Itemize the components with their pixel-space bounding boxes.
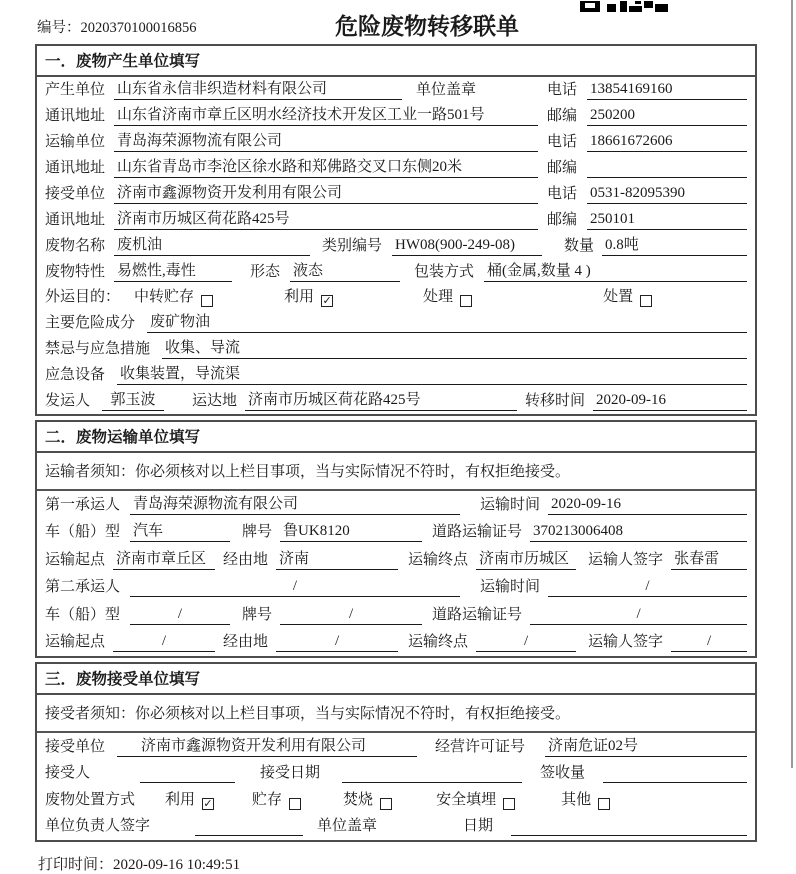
via2-label: 经由地	[223, 634, 269, 650]
dest2-value: /	[476, 632, 576, 652]
checkbox-dispose-unchecked	[640, 295, 652, 307]
document-number-label: 编号：	[37, 20, 81, 36]
addr3-value: 济南市历城区荷花路425号	[114, 210, 538, 230]
row-shipper	[37, 388, 755, 414]
date2-label: 日期	[463, 818, 494, 834]
sign1-label: 运输人签字	[588, 551, 664, 568]
receiver-value: 济南市鑫源物资开发利用有限公司	[114, 184, 538, 204]
row-receiving-unit	[37, 733, 755, 761]
scan-edge-line	[791, 0, 793, 768]
sign2-label: 运输人签字	[588, 634, 664, 650]
disposal-label: 废物处置方式	[45, 791, 136, 808]
vehicle1-value: 汽车	[130, 522, 230, 542]
disposal-option-utilize: 利用	[165, 791, 196, 808]
check-mark: ✓	[203, 796, 213, 810]
origin1-value: 济南市章丘区	[113, 550, 215, 570]
unit-signer-value	[195, 817, 303, 836]
date2-value	[511, 817, 747, 836]
phone3-label: 电话	[547, 185, 578, 202]
row-receiver-address	[37, 207, 755, 233]
row-route1	[37, 546, 755, 574]
print-time	[35, 846, 757, 874]
row-waste-name	[37, 233, 755, 259]
zip3-value: 250101	[587, 210, 747, 230]
hazard-label: 主要危险成分	[45, 314, 136, 331]
received-amount-value	[603, 764, 747, 783]
via1-label: 经由地	[223, 551, 269, 568]
receive-date-value	[342, 764, 522, 783]
row-disposal-method	[37, 787, 755, 814]
plate2-label: 牌号	[242, 606, 273, 623]
disposal-option-store: 贮存	[252, 791, 283, 808]
equipment-label: 应急设备	[45, 366, 106, 383]
row-vehicle2	[37, 601, 755, 629]
print-time-label: 打印时间：	[38, 857, 114, 873]
transporter-notice: 运输者须知：你必须核对以上栏目事项，当与实际情况不符时，有权拒绝接受。	[37, 453, 755, 491]
unit-seal-label: 单位盖章	[416, 81, 477, 98]
disposal-option-incinerate: 焚烧	[343, 791, 374, 808]
recipient-value	[140, 764, 235, 783]
print-time-value: 2020-09-16 10:49:51	[113, 857, 241, 873]
license-value: 济南危证02号	[545, 737, 747, 757]
zip1-value: 250200	[587, 106, 747, 126]
purpose-option-dispose: 处置	[603, 288, 634, 305]
row-second-carrier	[37, 574, 755, 602]
receiving-unit-label: 接受单位	[45, 738, 106, 755]
time1-label: 运输时间	[480, 496, 541, 513]
row-transfer-purpose	[37, 285, 755, 310]
checkbox-utilize-checked	[321, 295, 333, 307]
checkbox-disposal-store-unchecked	[289, 798, 301, 810]
addr1-value: 山东省济南市章丘区明水经济技术开发区工业一路501号	[114, 106, 538, 126]
taboo-label: 禁忌与应急措施	[45, 340, 151, 357]
checkbox-treat-unchecked	[460, 295, 472, 307]
qr-code-fragment	[580, 0, 668, 17]
purpose-option-treat: 处理	[423, 288, 454, 305]
waste-name-value: 废机油	[114, 236, 310, 256]
permit1-value: 370213006408	[530, 522, 747, 542]
row-transporter-address	[37, 155, 755, 181]
waste-name-label: 废物名称	[45, 237, 106, 254]
vehicle2-label: 车（船）型	[45, 606, 121, 623]
row-hazard-component	[37, 310, 755, 336]
purpose-option-utilize: 利用	[284, 288, 315, 305]
zip1-label: 邮编	[547, 107, 578, 124]
dest2-label: 运输终点	[408, 634, 469, 650]
packing-value: 桶(金属,数量 4 )	[484, 262, 747, 282]
time1-value: 2020-09-16	[548, 495, 747, 515]
checkbox-disposal-utilize-checked	[202, 798, 214, 810]
form-label: 形态	[250, 263, 281, 280]
addr2-label: 通讯地址	[45, 159, 106, 176]
recipient-label: 接受人	[45, 765, 91, 781]
phone3-value: 0531-82095390	[587, 184, 747, 204]
permit2-label: 道路运输证号	[432, 606, 523, 623]
via2-value: /	[276, 632, 398, 652]
document-header	[35, 8, 757, 44]
shipper-value: 郭玉波	[102, 391, 164, 411]
received-amount-label: 签收量	[540, 765, 586, 781]
permit1-label: 道路运输证号	[432, 524, 523, 540]
purpose-label: 外运目的：	[45, 288, 121, 305]
dest1-label: 运输终点	[408, 551, 469, 568]
check-mark: ✓	[322, 293, 332, 307]
addr3-label: 通讯地址	[45, 211, 106, 228]
shipper-label: 发运人	[45, 392, 91, 409]
section-transporter-heading: 二．废物运输单位填写	[37, 422, 755, 453]
origin2-label: 运输起点	[45, 634, 106, 650]
section-transporter	[35, 420, 757, 658]
checkbox-storage-unchecked	[201, 295, 213, 307]
phone1-value: 13854169160	[587, 80, 747, 100]
addr1-label: 通讯地址	[45, 107, 106, 124]
phone1-label: 电话	[547, 81, 578, 98]
section-receiver	[35, 662, 757, 842]
receiver-label: 接受单位	[45, 185, 106, 202]
zip2-value	[587, 159, 747, 178]
time2-value: /	[548, 577, 747, 597]
receiving-unit-value: 济南市鑫源物资开发利用有限公司	[117, 737, 417, 757]
origin1-label: 运输起点	[45, 551, 106, 568]
checkbox-disposal-landfill-unchecked	[503, 798, 515, 810]
zip2-label: 邮编	[547, 159, 578, 176]
unit-seal2-label: 单位盖章	[317, 818, 378, 834]
form-value: 液态	[290, 262, 400, 282]
transporter-value: 青岛海荣源物流有限公司	[114, 132, 538, 152]
row-first-carrier	[37, 491, 755, 519]
receiver-notice: 接受者须知：你必须核对以上栏目事项，当与实际情况不符时，有权拒绝接受。	[37, 695, 755, 733]
carrier2-value: /	[130, 577, 460, 597]
plate1-value: 鲁UK8120	[280, 522, 422, 542]
row-producer-address	[37, 103, 755, 129]
category-value: HW08(900-249-08)	[392, 236, 542, 256]
destination-label: 运达地	[192, 392, 238, 409]
row-receiver	[37, 181, 755, 207]
row-transporter	[37, 129, 755, 155]
row-producer	[37, 77, 755, 103]
row-taboo-measures	[37, 336, 755, 362]
checkbox-disposal-other-unchecked	[598, 798, 610, 810]
carrier1-value: 青岛海荣源物流有限公司	[130, 495, 460, 515]
dest1-value: 济南市历城区	[476, 550, 576, 570]
disposal-option-other: 其他	[561, 791, 592, 808]
via1-value: 济南	[276, 550, 398, 570]
vehicle2-value: /	[130, 605, 230, 625]
row-vehicle1	[37, 519, 755, 547]
vehicle1-label: 车（船）型	[45, 524, 121, 540]
plate1-label: 牌号	[242, 524, 273, 540]
receive-date-label: 接受日期	[260, 765, 321, 781]
purpose-option-storage: 中转贮存	[134, 288, 195, 305]
document-number	[37, 16, 197, 37]
section-receiver-heading: 三．废物接受单位填写	[37, 664, 755, 695]
traits-value: 易燃性,毒性	[114, 262, 232, 282]
row-unit-signature	[37, 814, 755, 841]
sign1-value: 张春雷	[671, 550, 747, 570]
packing-label: 包装方式	[414, 263, 475, 280]
quantity-value: 0.8吨	[602, 236, 747, 256]
zip3-label: 邮编	[547, 211, 578, 228]
transfer-time-label: 转移时间	[525, 392, 586, 409]
section-producer-heading: 一．废物产生单位填写	[37, 46, 755, 77]
checkbox-disposal-incinerate-unchecked	[380, 798, 392, 810]
disposal-option-landfill: 安全填埋	[436, 791, 497, 808]
time2-label: 运输时间	[480, 579, 541, 595]
section-producer	[35, 44, 757, 416]
row-recipient	[37, 761, 755, 788]
sign2-value: /	[671, 632, 747, 652]
phone2-value: 18661672606	[587, 132, 747, 152]
permit2-value: /	[530, 605, 747, 625]
addr2-value: 山东省青岛市李沧区徐水路和郑佛路交叉口东侧20米	[114, 158, 538, 178]
document-number-value: 2020370100016856	[80, 20, 197, 36]
taboo-value: 收集、导流	[162, 339, 747, 359]
transfer-time-value: 2020-09-16	[593, 391, 747, 411]
carrier1-label: 第一承运人	[45, 496, 121, 513]
license-label: 经营许可证号	[435, 738, 526, 755]
row-route2	[37, 629, 755, 657]
producer-label: 产生单位	[45, 81, 106, 98]
hazard-value: 废矿物油	[147, 313, 747, 333]
row-emergency-equipment	[37, 362, 755, 388]
producer-value: 山东省永信非织造材料有限公司	[114, 80, 402, 100]
destination-value: 济南市历城区荷花路425号	[245, 391, 517, 411]
plate2-value: /	[280, 605, 422, 625]
row-waste-traits	[37, 259, 755, 285]
page-title: 危险废物转移联单	[335, 13, 519, 39]
traits-label: 废物特性	[45, 263, 106, 280]
transporter-label: 运输单位	[45, 133, 106, 150]
phone2-label: 电话	[547, 133, 578, 150]
origin2-value: /	[113, 632, 215, 652]
category-label: 类别编号	[322, 237, 383, 254]
equipment-value: 收集装置，导流渠	[117, 365, 747, 385]
quantity-label: 数量	[564, 237, 595, 254]
unit-signer-label: 单位负责人签字	[45, 818, 151, 834]
carrier2-label: 第二承运人	[45, 579, 121, 595]
